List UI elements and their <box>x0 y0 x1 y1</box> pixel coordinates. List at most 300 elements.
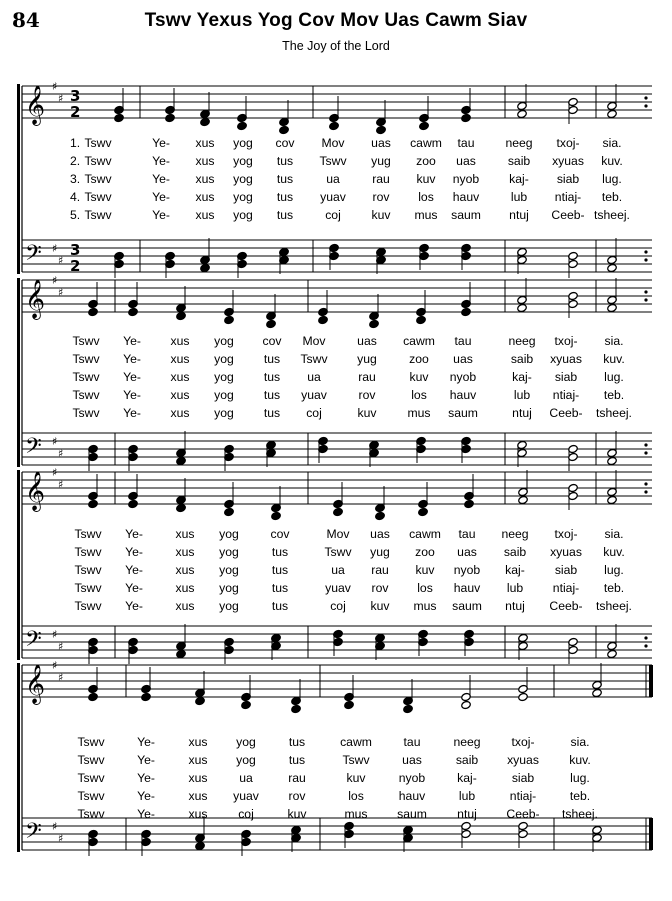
lyric-syllable: ntuj <box>505 599 525 613</box>
lyric-syllable: lub <box>458 789 476 803</box>
system-4-verse-5 <box>0 807 672 823</box>
lyric-syllable: coj <box>330 599 346 613</box>
system-3-repeat-dot <box>644 636 647 639</box>
system-3-sharp-icon: ♯ <box>58 640 64 653</box>
lyric-syllable: tus <box>276 154 294 168</box>
lyric-syllable: xus <box>195 136 215 150</box>
lyric-syllable: uas <box>456 154 476 168</box>
lyric-syllable: Ye- <box>152 190 170 204</box>
lyric-syllable: Tswv <box>74 527 102 541</box>
page-number: 84 <box>12 8 40 32</box>
system-2-treble-notehead <box>176 311 187 320</box>
lyric-syllable: yog <box>219 545 239 559</box>
hymn-title: Tswv Yexus Yog Cov Mov Uas Cawm Siav <box>144 10 528 31</box>
system-2-treble-notehead <box>318 315 329 324</box>
system-3-treble-notehead <box>128 499 139 508</box>
lyric-syllable: Mov <box>302 334 326 348</box>
lyric-syllable: Tswv <box>77 789 105 803</box>
lyric-syllable: Tswv <box>324 545 352 559</box>
system-2-repeat-dot <box>644 451 647 454</box>
system-2-treble-notehead <box>369 319 380 328</box>
lyric-syllable: yuav <box>301 388 327 402</box>
lyric-syllable: lug. <box>604 370 624 384</box>
lyric-syllable: hauv <box>398 789 426 803</box>
system-3-sharp-icon: ♯ <box>52 628 58 641</box>
system-4-sharp-icon: ♯ <box>58 671 64 684</box>
lyric-syllable: mus <box>344 807 368 821</box>
lyric-syllable: kuv. <box>603 545 625 559</box>
lyric-syllable: yuav <box>325 581 351 595</box>
system-1-treble-notehead <box>419 121 430 130</box>
lyric-syllable: Tswv <box>84 136 112 150</box>
system-1-sharp-icon: ♯ <box>58 254 64 267</box>
lyric-syllable: cawm <box>403 334 435 348</box>
lyric-syllable: xus <box>175 581 195 595</box>
system-1-sharp-icon: ♯ <box>58 92 64 105</box>
lyric-syllable: Ye- <box>123 388 141 402</box>
lyric-syllable: yog <box>219 599 239 613</box>
system-3-treble-notehead <box>271 511 282 520</box>
lyric-syllable: cov <box>262 334 282 348</box>
lyric-syllable: mus <box>413 599 437 613</box>
system-3-treble-notehead <box>464 499 475 508</box>
system-2-verse-1 <box>0 334 672 350</box>
lyric-syllable: lug. <box>604 563 624 577</box>
lyric-syllable: xus <box>170 370 190 384</box>
lyric-syllable: saum <box>452 599 482 613</box>
system-4-bass-clef-icon: 𝄢 <box>25 819 42 849</box>
lyric-syllable: teb. <box>569 789 591 803</box>
lyric-syllable: lug. <box>602 172 622 186</box>
system-3-verse-1 <box>0 527 672 543</box>
system-2-repeat-dot <box>644 443 647 446</box>
lyric-syllable: rau <box>372 172 390 186</box>
lyric-syllable: xus <box>170 388 190 402</box>
time-signature-bottom: 2 <box>70 257 81 275</box>
system-1-repeat-dot <box>644 250 647 253</box>
system-2-bass-clef-icon: 𝄢 <box>25 434 42 464</box>
lyric-syllable: txoj- <box>556 136 580 150</box>
lyric-syllable: xus <box>195 190 215 204</box>
lyric-syllable: yug <box>357 352 377 366</box>
lyric-syllable: saib <box>455 753 479 767</box>
system-1-verse-1 <box>0 136 672 152</box>
lyric-syllable: neeg <box>453 735 481 749</box>
lyric-syllable: xyuas <box>507 753 539 767</box>
system-4-treble-notehead <box>88 692 99 701</box>
lyric-syllable: lub <box>513 388 531 402</box>
system-1-bass-notehead <box>607 263 618 272</box>
system-3-repeat-dot <box>644 490 647 493</box>
lyric-syllable: Ye- <box>123 352 141 366</box>
time-signature-top: 3 <box>70 241 81 259</box>
lyric-syllable: Ye- <box>137 771 155 785</box>
lyric-syllable: tsheej. <box>562 807 598 821</box>
system-2-repeat-dot <box>644 298 647 301</box>
lyric-syllable: hauv <box>449 388 477 402</box>
lyric-syllable: Ye- <box>152 136 170 150</box>
system-2-bass-notehead <box>176 456 187 465</box>
lyric-syllable: rov <box>288 789 306 803</box>
lyric-syllable: uas <box>457 545 477 559</box>
system-4-verse-2 <box>0 753 672 769</box>
lyric-syllable: Ceeb- <box>551 208 585 222</box>
lyric-syllable: tus <box>288 735 306 749</box>
lyric-syllable: kuv <box>287 807 307 821</box>
lyric-syllable: mus <box>407 406 431 420</box>
system-2-treble-notehead <box>128 307 139 316</box>
lyric-syllable: yog <box>233 190 253 204</box>
system-1-repeat-dot <box>644 104 647 107</box>
system-3-repeat-dot <box>644 644 647 647</box>
lyric-syllable: neeg <box>508 334 536 348</box>
system-1-treble-notehead <box>517 109 528 118</box>
lyric-syllable: Tswv <box>300 352 328 366</box>
system-2-verse-4 <box>0 388 672 404</box>
system-1-treble-notehead <box>114 113 125 122</box>
lyric-syllable: xus <box>175 545 195 559</box>
system-3-bass-clef-icon: 𝄢 <box>25 627 42 657</box>
lyric-syllable: txoj- <box>554 527 578 541</box>
system-3-treble-notehead <box>518 495 529 504</box>
lyric-syllable: Tswv <box>342 753 370 767</box>
lyric-syllable: kaj- <box>457 771 477 785</box>
lyric-syllable: ua <box>307 370 321 384</box>
system-4-treble-notehead <box>241 700 252 709</box>
lyric-syllable: Ye- <box>137 735 155 749</box>
lyric-syllable: rov <box>372 190 390 204</box>
lyric-syllable: kuv <box>370 599 390 613</box>
system-2-treble-notehead <box>517 303 528 312</box>
lyric-syllable: kuv <box>371 208 391 222</box>
lyric-syllable: yog <box>214 370 234 384</box>
system-2-treble-notehead <box>266 319 277 328</box>
lyric-syllable: Tswv <box>72 388 100 402</box>
lyric-syllable: sia. <box>604 334 624 348</box>
lyric-syllable: yog <box>233 154 253 168</box>
system-4-verse-1 <box>0 735 672 751</box>
system-2-sharp-icon: ♯ <box>58 447 64 460</box>
lyric-syllable: Tswv <box>74 545 102 559</box>
system-1-bass-clef-icon: 𝄢 <box>25 241 42 271</box>
lyric-syllable: yuav <box>233 789 259 803</box>
lyric-syllable: xyuas <box>550 352 582 366</box>
lyric-syllable: rov <box>358 388 376 402</box>
system-2-verse-5 <box>0 406 672 422</box>
lyric-syllable: yog <box>233 172 253 186</box>
system-4-verse-3 <box>0 771 672 787</box>
lyric-syllable: Tswv <box>72 352 100 366</box>
system-3-verse-4 <box>0 581 672 597</box>
lyric-syllable: yog <box>233 208 253 222</box>
system-4-sharp-icon: ♯ <box>58 832 64 845</box>
lyric-syllable: tus <box>271 599 289 613</box>
lyric-syllable: sia. <box>604 527 624 541</box>
lyric-syllable: yog <box>219 563 239 577</box>
lyric-syllable: teb. <box>603 581 625 595</box>
verse-number: 4. <box>70 190 81 204</box>
lyric-syllable: yog <box>214 388 234 402</box>
lyric-syllable: ntiaj- <box>552 388 580 402</box>
lyric-syllable: ntuj <box>457 807 477 821</box>
system-4-verse-4 <box>0 789 672 805</box>
system-1-repeat-dot <box>644 258 647 261</box>
lyric-syllable: Tswv <box>74 581 102 595</box>
lyric-syllable: kuv. <box>569 753 591 767</box>
lyric-syllable: Mov <box>326 527 350 541</box>
lyric-syllable: Ye- <box>137 807 155 821</box>
system-4-treble-notehead <box>461 700 472 709</box>
system-1-verse-3 <box>0 172 672 188</box>
lyric-syllable: Tswv <box>74 563 102 577</box>
lyric-syllable: Ye- <box>123 406 141 420</box>
lyric-syllable: xus <box>175 563 195 577</box>
system-1-bass-notehead <box>200 263 211 272</box>
system-1-treble-notehead <box>279 125 290 134</box>
lyric-syllable: xus <box>188 771 208 785</box>
system-4-treble-notehead <box>518 692 529 701</box>
lyric-syllable: Ye- <box>123 334 141 348</box>
system-3-bass-notehead <box>176 649 187 658</box>
lyric-syllable: saum <box>448 406 478 420</box>
lyric-syllable: kuv <box>415 563 435 577</box>
lyric-syllable: ntuj <box>512 406 532 420</box>
lyric-syllable: tau <box>458 527 476 541</box>
lyric-syllable: tau <box>457 136 475 150</box>
lyric-syllable: Ye- <box>152 172 170 186</box>
lyric-syllable: Tswv <box>74 599 102 613</box>
lyric-syllable: ntiaj- <box>554 190 582 204</box>
lyric-syllable: Tswv <box>84 208 112 222</box>
lyric-syllable: saib <box>510 352 534 366</box>
lyric-syllable: ntuj <box>509 208 529 222</box>
lyric-syllable: nyob <box>398 771 426 785</box>
lyric-syllable: los <box>348 789 364 803</box>
lyric-syllable: coj <box>238 807 254 821</box>
lyric-syllable: tsheej. <box>594 208 630 222</box>
lyric-syllable: Tswv <box>77 753 105 767</box>
hymn-subtitle: The Joy of the Lord <box>282 39 390 53</box>
lyric-syllable: Tswv <box>319 154 347 168</box>
lyric-syllable: tus <box>288 753 306 767</box>
system-3-bass-notehead <box>607 649 618 658</box>
lyric-syllable: ua <box>239 771 253 785</box>
system-3-sharp-icon: ♯ <box>52 466 58 479</box>
system-1-verse-5 <box>0 208 672 224</box>
lyric-syllable: xus <box>188 807 208 821</box>
system-2-treble-clef-icon: 𝄞 <box>25 279 46 319</box>
lyric-syllable: Tswv <box>77 807 105 821</box>
lyric-syllable: saum <box>397 807 427 821</box>
system-3-repeat-dot <box>644 482 647 485</box>
lyric-syllable: Mov <box>321 136 345 150</box>
system-3-verse-2 <box>0 545 672 561</box>
lyric-syllable: tus <box>263 388 281 402</box>
system-2-sharp-icon: ♯ <box>52 435 58 448</box>
system-1-sharp-icon: ♯ <box>52 242 58 255</box>
verse-number: 5. <box>70 208 81 222</box>
system-1-treble-notehead <box>200 117 211 126</box>
time-signature-top: 3 <box>70 87 81 105</box>
lyric-syllable: tus <box>276 208 294 222</box>
lyric-syllable: zoo <box>415 545 435 559</box>
lyric-syllable: kuv. <box>603 352 625 366</box>
lyric-syllable: Ye- <box>125 563 143 577</box>
lyric-syllable: sia. <box>570 735 590 749</box>
lyric-syllable: siab <box>511 771 535 785</box>
lyric-syllable: kuv <box>346 771 366 785</box>
lyric-syllable: ua <box>331 563 345 577</box>
lyric-syllable: rau <box>288 771 306 785</box>
lyric-syllable: ua <box>326 172 340 186</box>
system-2-treble-notehead <box>224 315 235 324</box>
system-1-treble-notehead <box>329 121 340 130</box>
lyric-syllable: tau <box>454 334 472 348</box>
lyric-syllable: tus <box>263 406 281 420</box>
lyric-syllable: xus <box>175 527 195 541</box>
system-3-treble-notehead <box>224 507 235 516</box>
lyric-syllable: Tswv <box>72 334 100 348</box>
lyric-syllable: yog <box>236 753 256 767</box>
lyric-syllable: uas <box>402 753 422 767</box>
system-2-verse-2 <box>0 352 672 368</box>
lyric-syllable: tsheej. <box>596 406 632 420</box>
lyric-syllable: cov <box>275 136 295 150</box>
lyric-syllable: txoj- <box>511 735 535 749</box>
lyric-syllable: nyob <box>453 563 481 577</box>
lyric-syllable: rau <box>371 563 389 577</box>
lyric-syllable: uas <box>453 352 473 366</box>
lyric-syllable: teb. <box>601 190 623 204</box>
lyric-syllable: yog <box>214 352 234 366</box>
lyric-syllable: xus <box>170 406 190 420</box>
lyric-syllable: siab <box>554 563 578 577</box>
lyric-syllable: cawm <box>410 136 442 150</box>
system-1-treble-notehead <box>376 125 387 134</box>
lyric-syllable: Tswv <box>77 735 105 749</box>
lyric-syllable: Tswv <box>84 154 112 168</box>
lyric-syllable: kaj- <box>505 563 525 577</box>
lyric-syllable: yog <box>214 406 234 420</box>
lyric-syllable: coj <box>325 208 341 222</box>
system-3-treble-clef-icon: 𝄞 <box>25 471 46 511</box>
verse-number: 2. <box>70 154 81 168</box>
lyric-syllable: yog <box>219 527 239 541</box>
lyric-syllable: kuv. <box>601 154 623 168</box>
system-2-treble-notehead <box>416 315 427 324</box>
lyric-syllable: lub <box>510 190 528 204</box>
lyric-syllable: uas <box>370 527 390 541</box>
lyric-syllable: yog <box>214 334 234 348</box>
system-4-sharp-icon: ♯ <box>52 820 58 833</box>
lyric-syllable: xus <box>188 735 208 749</box>
lyric-syllable: Ye- <box>125 527 143 541</box>
lyric-syllable: xus <box>195 208 215 222</box>
system-1-treble-clef-icon: 𝄞 <box>25 85 46 125</box>
system-3-verse-5 <box>0 599 672 615</box>
lyric-syllable: uas <box>357 334 377 348</box>
system-3-treble-notehead <box>176 503 187 512</box>
lyric-syllable: los <box>418 190 434 204</box>
system-2-treble-notehead <box>607 303 618 312</box>
verse-number: 1. <box>70 136 81 150</box>
lyric-syllable: zoo <box>416 154 436 168</box>
system-1-treble-notehead <box>237 121 248 130</box>
lyric-syllable: Tswv <box>84 172 112 186</box>
system-4-treble-notehead <box>344 700 355 709</box>
system-1-repeat-dot <box>644 96 647 99</box>
lyric-syllable: lug. <box>570 771 590 785</box>
lyric-syllable: cov <box>270 527 290 541</box>
lyric-syllable: yug <box>371 154 391 168</box>
lyric-syllable: saum <box>451 208 481 222</box>
lyric-syllable: Tswv <box>84 190 112 204</box>
lyric-syllable: kuv <box>409 370 429 384</box>
lyric-syllable: Ye- <box>152 208 170 222</box>
system-2-bass-notehead <box>607 456 618 465</box>
lyric-syllable: rov <box>371 581 389 595</box>
system-2-verse-3 <box>0 370 672 386</box>
lyric-syllable: nyob <box>449 370 477 384</box>
lyric-syllable: Tswv <box>77 771 105 785</box>
lyric-syllable: Tswv <box>72 406 100 420</box>
lyric-syllable: ntiaj- <box>509 789 537 803</box>
system-4-final-barline <box>649 665 653 697</box>
lyric-syllable: Ye- <box>152 154 170 168</box>
system-4-treble-notehead <box>141 692 152 701</box>
lyric-syllable: saib <box>507 154 531 168</box>
lyric-syllable: tus <box>263 370 281 384</box>
lyric-syllable: mus <box>414 208 438 222</box>
lyric-syllable: yog <box>236 735 256 749</box>
lyric-syllable: neeg <box>505 136 533 150</box>
lyric-syllable: tus <box>263 352 281 366</box>
system-1-verse-2 <box>0 154 672 170</box>
system-2-sharp-icon: ♯ <box>52 274 58 287</box>
system-3-treble-notehead <box>607 495 618 504</box>
lyric-syllable: los <box>411 388 427 402</box>
system-2-treble-notehead <box>88 307 99 316</box>
lyric-syllable: kaj- <box>509 172 529 186</box>
system-4-treble-notehead <box>195 696 206 705</box>
verse-number: 3. <box>70 172 81 186</box>
system-1-treble-notehead <box>461 113 472 122</box>
lyric-syllable: Ye- <box>137 789 155 803</box>
lyric-syllable: xyuas <box>550 545 582 559</box>
lyric-syllable: hauv <box>453 581 481 595</box>
lyric-syllable: uas <box>371 136 391 150</box>
lyric-syllable: tus <box>271 545 289 559</box>
lyric-syllable: kaj- <box>512 370 532 384</box>
lyric-syllable: siab <box>556 172 580 186</box>
lyric-syllable: tau <box>403 735 421 749</box>
lyric-syllable: xus <box>170 334 190 348</box>
system-2-sharp-icon: ♯ <box>58 286 64 299</box>
lyric-syllable: xyuas <box>552 154 584 168</box>
lyric-syllable: cawm <box>409 527 441 541</box>
lyric-syllable: rau <box>358 370 376 384</box>
lyric-syllable: Ye- <box>123 370 141 384</box>
lyric-syllable: sia. <box>602 136 622 150</box>
lyric-syllable: coj <box>306 406 322 420</box>
lyric-syllable: xus <box>195 154 215 168</box>
time-signature-bottom: 2 <box>70 103 81 121</box>
lyric-syllable: tus <box>271 563 289 577</box>
lyric-syllable: xus <box>195 172 215 186</box>
lyric-syllable: Ye- <box>125 581 143 595</box>
lyric-syllable: yog <box>233 136 253 150</box>
lyric-syllable: ntiaj- <box>552 581 580 595</box>
